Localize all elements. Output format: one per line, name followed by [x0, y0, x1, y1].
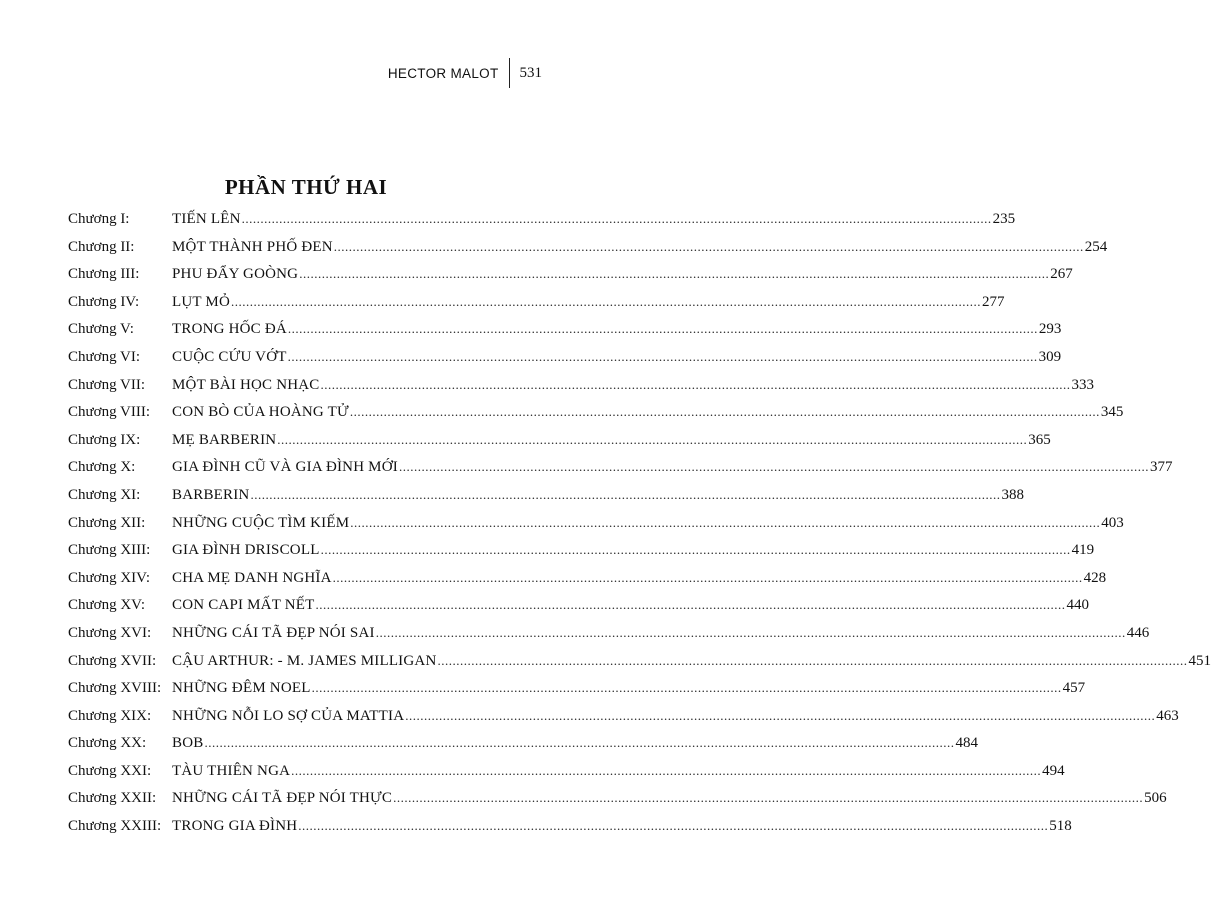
chapter-label: Chương XVII:: [68, 652, 157, 669]
chapter-page-number: 333: [1071, 376, 1095, 393]
toc-entry: [68, 315, 1062, 343]
chapter-page-number: 463: [1156, 707, 1179, 724]
chapter-page-number: 446: [1126, 624, 1150, 641]
dot-leader: ........................................................................................................................................................................................................: [320, 376, 1071, 392]
chapter-label: Chương IX:: [68, 431, 141, 448]
chapter-label: Chương V:: [68, 321, 134, 338]
chapter-label: Chương VII:: [68, 376, 146, 393]
chapter-title: CON BÒ CỦA HOÀNG TỬ: [172, 404, 349, 421]
dot-leader: ........................................................................................................................................................................................................: [375, 624, 1126, 640]
chapter-title: PHU ĐẨY GOÒNG: [172, 266, 299, 283]
chapter-page-number: 309: [1038, 348, 1062, 365]
part-title: PHẦN THỨ HAI: [224, 175, 388, 199]
chapter-page-number: 254: [1084, 238, 1108, 255]
page-number: 531: [519, 64, 542, 81]
dot-leader: ........................................................................................................................................................................................................: [298, 818, 1049, 834]
toc-entry: [68, 260, 1073, 288]
dot-leader: ........................................................................................................................................................................................................: [287, 321, 1038, 337]
dot-leader: ........................................................................................................................................................................................................: [398, 459, 1149, 475]
chapter-label: Chương XI:: [68, 486, 141, 503]
chapter-title: BARBERIN: [172, 486, 250, 503]
chapter-label: Chương X:: [68, 459, 136, 476]
running-header-author: HECTOR MALOT: [387, 65, 499, 81]
chapter-page-number: 365: [1028, 431, 1051, 448]
chapter-label: Chương XXI:: [68, 762, 152, 779]
chapter-label: Chương I:: [68, 211, 130, 227]
dot-leader: ........................................................................................................................................................................................................: [349, 404, 1100, 420]
chapter-title: MẸ BARBERIN: [172, 431, 277, 448]
chapter-title: MỘT THÀNH PHỐ ĐEN: [172, 238, 333, 255]
chapter-page-number: 277: [982, 293, 1005, 310]
chapter-page-number: 345: [1100, 404, 1124, 421]
chapter-title: CẬU ARTHUR: - M. JAMES MILLIGAN: [172, 652, 437, 669]
chapter-label: Chương XX:: [68, 735, 147, 752]
dot-leader: ........................................................................................................................................................................................................: [350, 514, 1101, 530]
chapter-title: TIẾN LÊN: [172, 211, 241, 227]
chapter-title: NHỮNG NỖI LO SỢ CỦA MATTIA: [172, 707, 405, 724]
toc-entry: [68, 426, 1051, 454]
toc-entry: [68, 509, 1124, 537]
dot-leader: ........................................................................................................................................................................................................: [299, 266, 1050, 282]
toc-entry: [68, 205, 1016, 233]
chapter-label: Chương XIII:: [68, 542, 151, 559]
dot-leader: ........................................................................................................................................................................................................: [315, 597, 1066, 613]
chapter-title: TÀU THIÊN NGA: [172, 762, 291, 779]
chapter-page-number: 403: [1101, 514, 1124, 531]
chapter-label: Chương XXII:: [68, 790, 157, 807]
chapter-title: CON CAPI MẤT NẾT: [172, 597, 315, 614]
chapter-title: NHỮNG CUỘC TÌM KIẾM: [172, 514, 350, 531]
toc-entry: [68, 481, 1024, 509]
chapter-label: Chương VI:: [68, 348, 141, 365]
chapter-title: NHỮNG CÁI TÃ ĐẸP NÓI SAI: [172, 624, 375, 641]
chapter-page-number: 377: [1149, 459, 1173, 476]
chapter-label: Chương III:: [68, 266, 140, 283]
toc-entry: [68, 619, 1150, 647]
chapter-label: Chương VIII:: [68, 404, 151, 421]
dot-leader: ........................................................................................................................................................................................................: [291, 762, 1042, 778]
chapter-page-number: 293: [1038, 321, 1062, 338]
dot-leader: ........................................................................................................................................................................................................: [277, 431, 1028, 447]
chapter-title: CUỘC CỨU VỚT: [172, 348, 287, 365]
chapter-page-number: 388: [1001, 486, 1024, 503]
chapter-label: Chương IV:: [68, 293, 140, 310]
toc-entry: [68, 591, 1090, 619]
chapter-page-number: 440: [1066, 597, 1090, 614]
chapter-label: Chương XV:: [68, 597, 146, 614]
chapter-label: Chương XVIII:: [68, 680, 162, 697]
chapter-title: TRONG GIA ĐÌNH: [172, 818, 298, 835]
chapter-page-number: 484: [955, 735, 978, 752]
table-of-contents: [68, 205, 1211, 840]
chapter-title: BOB: [172, 735, 204, 752]
toc-entry: [68, 702, 1179, 730]
dot-leader: ........................................................................................................................................................................................................: [231, 293, 982, 309]
dot-leader: ........................................................................................................................................................................................................: [204, 735, 955, 751]
toc-entry: [68, 233, 1108, 261]
chapter-title: LỤT MỎ: [172, 293, 231, 310]
chapter-label: Chương XVI:: [68, 624, 152, 641]
chapter-title: MỘT BÀI HỌC NHẠC: [172, 376, 320, 393]
toc-entry: [68, 371, 1095, 399]
toc-entry: [68, 343, 1062, 371]
toc-entry: [68, 674, 1086, 702]
chapter-page-number: 428: [1083, 569, 1107, 586]
chapter-title: GIA ĐÌNH CŨ VÀ GIA ĐÌNH MỚI: [172, 459, 398, 476]
toc-entry: [68, 288, 1005, 316]
chapter-page-number: 518: [1049, 818, 1072, 835]
chapter-page-number: 506: [1144, 790, 1167, 807]
dot-leader: ........................................................................................................................................................................................................: [393, 790, 1144, 806]
chapter-page-number: 451: [1188, 652, 1211, 669]
toc-entry: [68, 564, 1107, 592]
toc-entry: [68, 784, 1167, 812]
chapter-title: NHỮNG CÁI TÃ ĐẸP NÓI THỰC: [172, 790, 393, 807]
toc-entry: [68, 647, 1211, 675]
toc-entry: [68, 812, 1072, 840]
toc-entry: [68, 398, 1124, 426]
chapter-page-number: 235: [992, 211, 1016, 227]
dot-leader: ........................................................................................................................................................................................................: [241, 211, 992, 226]
dot-leader: ........................................................................................................................................................................................................: [332, 569, 1083, 585]
toc-entry: [68, 757, 1065, 785]
chapter-label: Chương XIV:: [68, 569, 151, 586]
dot-leader: ........................................................................................................................................................................................................: [405, 707, 1156, 723]
dot-leader: ........................................................................................................................................................................................................: [320, 542, 1071, 558]
running-header: [388, 58, 542, 88]
dot-leader: ........................................................................................................................................................................................................: [311, 680, 1062, 696]
dot-leader: ........................................................................................................................................................................................................: [287, 348, 1038, 364]
chapter-page-number: 494: [1042, 762, 1065, 779]
dot-leader: ........................................................................................................................................................................................................: [250, 486, 1001, 502]
toc-entry: [68, 729, 978, 757]
chapter-label: Chương II:: [68, 238, 135, 255]
chapter-label: Chương XII:: [68, 514, 146, 531]
chapter-title: CHA MẸ DANH NGHĨA: [172, 569, 332, 586]
toc-entry: [68, 453, 1173, 481]
chapter-page-number: 419: [1071, 542, 1095, 559]
chapter-label: Chương XIX:: [68, 707, 152, 724]
chapter-page-number: 267: [1050, 266, 1073, 283]
chapter-label: Chương XXIII:: [68, 818, 162, 835]
chapter-title: GIA ĐÌNH DRISCOLL: [172, 542, 320, 559]
chapter-title: TRONG HỐC ĐÁ: [172, 321, 287, 338]
chapter-page-number: 457: [1062, 680, 1086, 697]
toc-entry: [68, 536, 1095, 564]
dot-leader: ........................................................................................................................................................................................................: [333, 238, 1084, 254]
chapter-title: NHỮNG ĐÊM NOEL: [172, 680, 311, 697]
dot-leader: ........................................................................................................................................................................................................: [437, 652, 1188, 668]
